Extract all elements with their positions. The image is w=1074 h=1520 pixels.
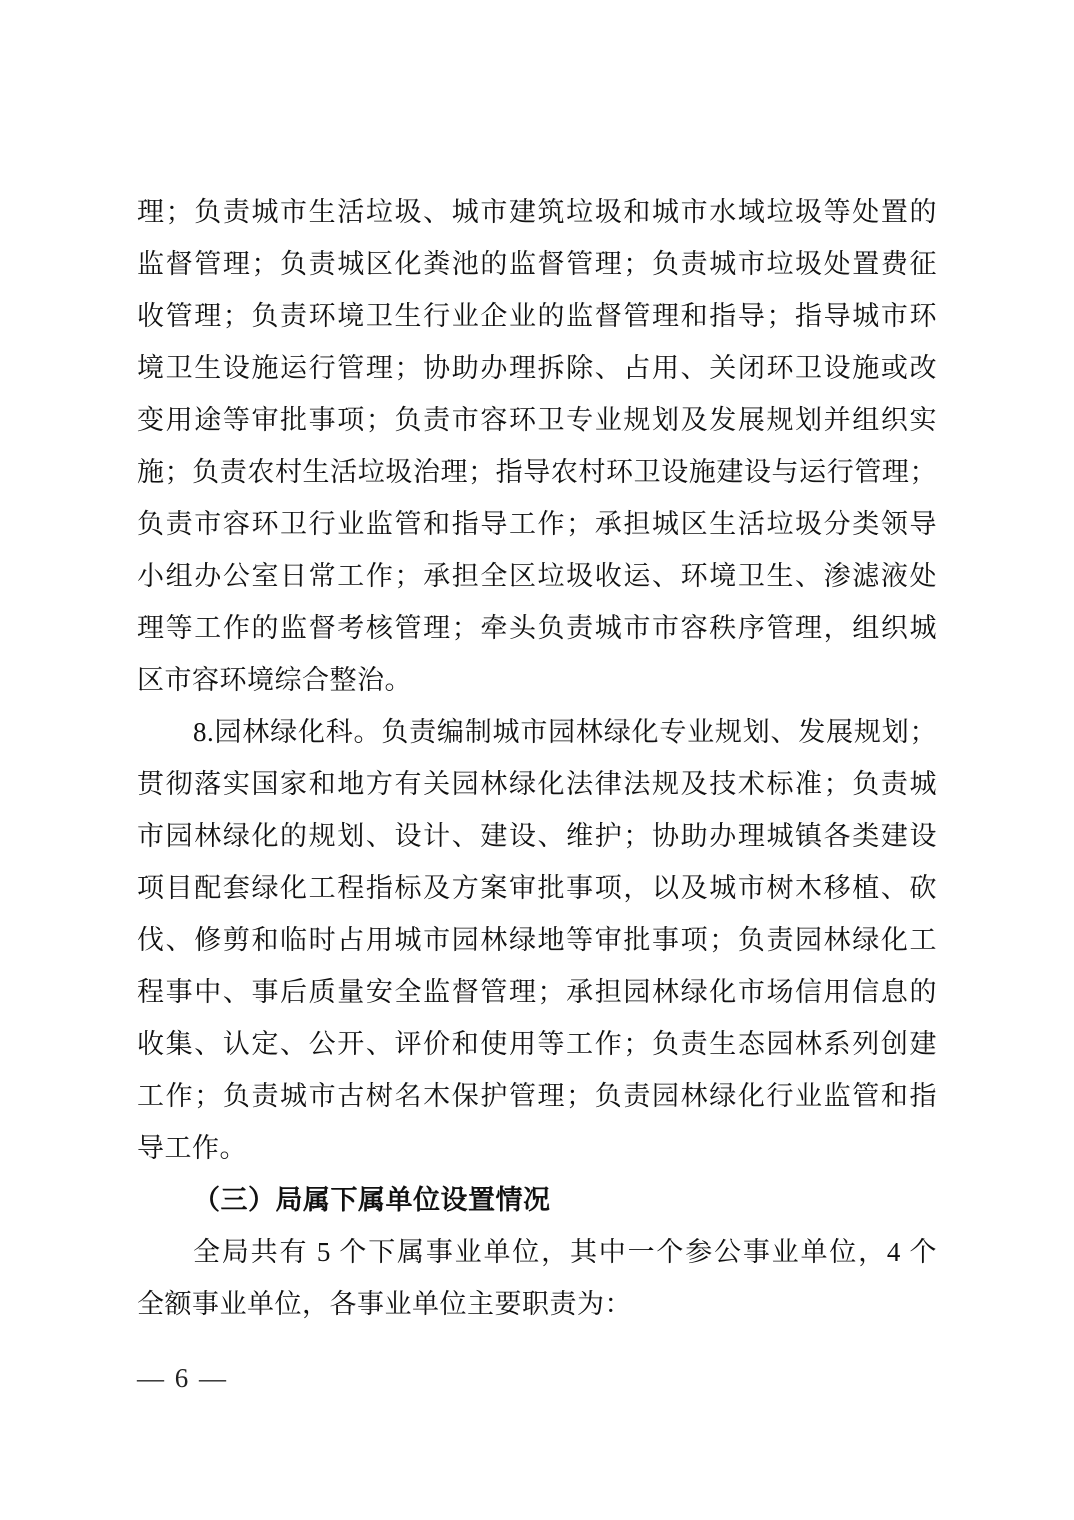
text-line: 项目配套绿化工程指标及方案审批事项，以及城市树木移植、砍 [137, 873, 937, 903]
text-line: 境卫生设施运行管理；协助办理拆除、占用、关闭环卫设施或改 [137, 353, 937, 383]
text-line: 贯彻落实国家和地方有关园林绿化法律法规及技术标准；负责城 [137, 769, 937, 799]
text-line: 8.园林绿化科。负责编制城市园林绿化专业规划、发展规划； [193, 717, 937, 747]
text-line: 收管理；负责环境卫生行业企业的监督管理和指导；指导城市环 [137, 301, 937, 331]
text-line: 导工作。 [137, 1133, 247, 1163]
text-line: 全局共有 5 个下属事业单位，其中一个参公事业单位，4 个 [193, 1237, 937, 1267]
text-line: 市园林绿化的规划、设计、建设、维护；协助办理城镇各类建设 [137, 821, 937, 851]
text-line: 全额事业单位，各事业单位主要职责为： [137, 1289, 632, 1319]
text-line: 伐、修剪和临时占用城市园林绿地等审批事项；负责园林绿化工 [137, 925, 937, 955]
text-line: 理等工作的监督考核管理；牵头负责城市市容秩序管理，组织城 [137, 613, 937, 643]
text-line: 变用途等审批事项；负责市容环卫专业规划及发展规划并组织实 [137, 405, 937, 435]
text-line: 程事中、事后质量安全监督管理；承担园林绿化市场信用信息的 [137, 977, 937, 1007]
section-heading: （三）局属下属单位设置情况 [193, 1185, 551, 1215]
text-line: 理；负责城市生活垃圾、城市建筑垃圾和城市水域垃圾等处置的 [137, 197, 937, 227]
page-number: — 6 — [137, 1363, 228, 1393]
text-line: 监督管理；负责城区化粪池的监督管理；负责城市垃圾处置费征 [137, 249, 937, 279]
text-line: 区市容环境综合整治。 [137, 665, 412, 695]
text-line: 工作；负责城市古树名木保护管理；负责园林绿化行业监管和指 [137, 1081, 937, 1111]
document-body [137, 186, 937, 1330]
text-line: 施；负责农村生活垃圾治理；指导农村环卫设施建设与运行管理； [137, 457, 937, 487]
text-line: 收集、认定、公开、评价和使用等工作；负责生态园林系列创建 [137, 1029, 937, 1059]
text-line: 小组办公室日常工作；承担全区垃圾收运、环境卫生、渗滤液处 [137, 561, 937, 591]
text-line: 负责市容环卫行业监管和指导工作；承担城区生活垃圾分类领导 [137, 509, 937, 539]
